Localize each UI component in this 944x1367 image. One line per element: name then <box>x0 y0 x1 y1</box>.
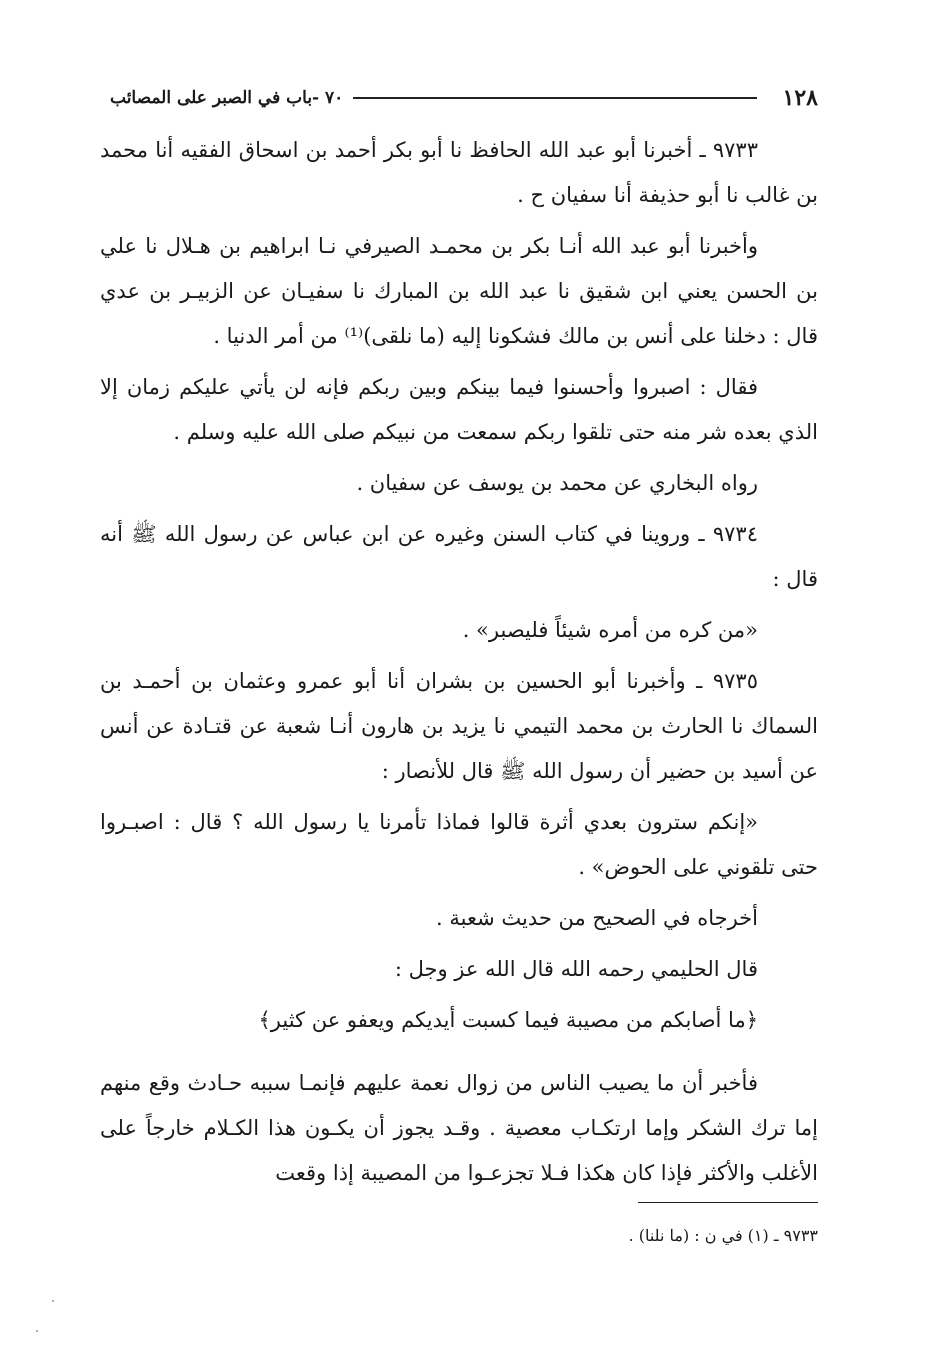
footnote-separator <box>638 1202 818 1203</box>
scan-speck <box>52 1300 54 1302</box>
page-header <box>110 78 818 118</box>
paragraph-anas-reply: فقال : اصبروا وأحسنوا فيما بينكم وبين ربكم فإنه لن يأتي عليكم زمان إلا الذي بعده شر منه حتى تلقوا ربكم سمعت من نبيكم صلى الله عليه وسلم . <box>100 375 818 444</box>
paragraph-quran-verse: ﴿ما أصابكم من مصيبة فيما كسبت أيديكم ويعفو عن كثير﴾ <box>258 1008 758 1032</box>
paragraph-quote-patience: «من كره من أمره شيئاً فليصبر» . <box>462 618 758 642</box>
paragraph-sahih-note: أخرجاه في الصحيح من حديث شعبة . <box>436 906 758 930</box>
main-text <box>100 128 818 1202</box>
paragraph-second-chain: وأخبرنا أبو عبد الله أنـا بكر بن محمـد الصيرفي نـا ابراهيم بن هـلال نا علي بن الحسن يعني ابن شقيق نا عبد الله بن المبارك نا سفيـان عن الزبيـر بن عدي قال : دخلنا على أنس بن مالك فشكونا إليه (ما نلقى)⁽¹⁾ من أمر الدنيا . <box>100 234 818 348</box>
paragraph-bukhari-note: رواه البخاري عن محمد بن يوسف عن سفيان . <box>356 471 758 495</box>
paragraph-hadith-9733: ٩٧٣٣ ـ أخبرنا أبو عبد الله الحافظ نا أبو بكر أحمد بن اسحاق الفقيه أنا محمد بن غالب نا أبو حذيفة أنا سفيان ح . <box>100 138 818 207</box>
paragraph-explanation: فأخبر أن ما يصيب الناس من زوال نعمة عليهم فإنمـا سببه حـادث وقع منهم إما ترك الشكر وإما ارتكـاب معصية . وقـد يجوز أن يكـون هذا الكـلام خارجاً على الأغلب والأكثر فإذا كان هكذا فـلا تجزعـوا من المصيبة إذا وقعت <box>100 1071 818 1185</box>
paragraph-hadith-9734: ٩٧٣٤ ـ وروينا في كتاب السنن وغيره عن ابن عباس عن رسول الله ﷺ أنه قال : <box>100 522 818 591</box>
paragraph-hadith-9735: ٩٧٣٥ ـ وأخبرنا أبو الحسين بن بشران أنا أبو عمرو وعثمان بن أحمـد بن السماك نا الحارث بن محمد التيمي نا يزيد بن هارون أنـا شعبة عن قتـادة عن أنس عن أسيد بن حضير أن رسول الله ﷺ قال للأنصار : <box>100 669 818 783</box>
paragraph-halimi: قال الحليمي رحمه الله قال الله عز وجل : <box>394 957 758 981</box>
scan-speck <box>36 1330 38 1332</box>
header-rule <box>353 97 756 99</box>
footnote: ٩٧٣٣ ـ (١) في ن : (ما نلنا) . <box>628 1226 818 1245</box>
chapter-title: ٧٠ -باب في الصبر على المصائب <box>110 88 344 108</box>
page-number: ١٢٨ <box>782 85 818 111</box>
paragraph-quote-hawd: «إنكم سترون بعدي أثرة قالوا فماذا تأمرنا يا رسول الله ؟ قال : اصبـروا حتى تلقوني على الحوض» . <box>100 810 818 879</box>
